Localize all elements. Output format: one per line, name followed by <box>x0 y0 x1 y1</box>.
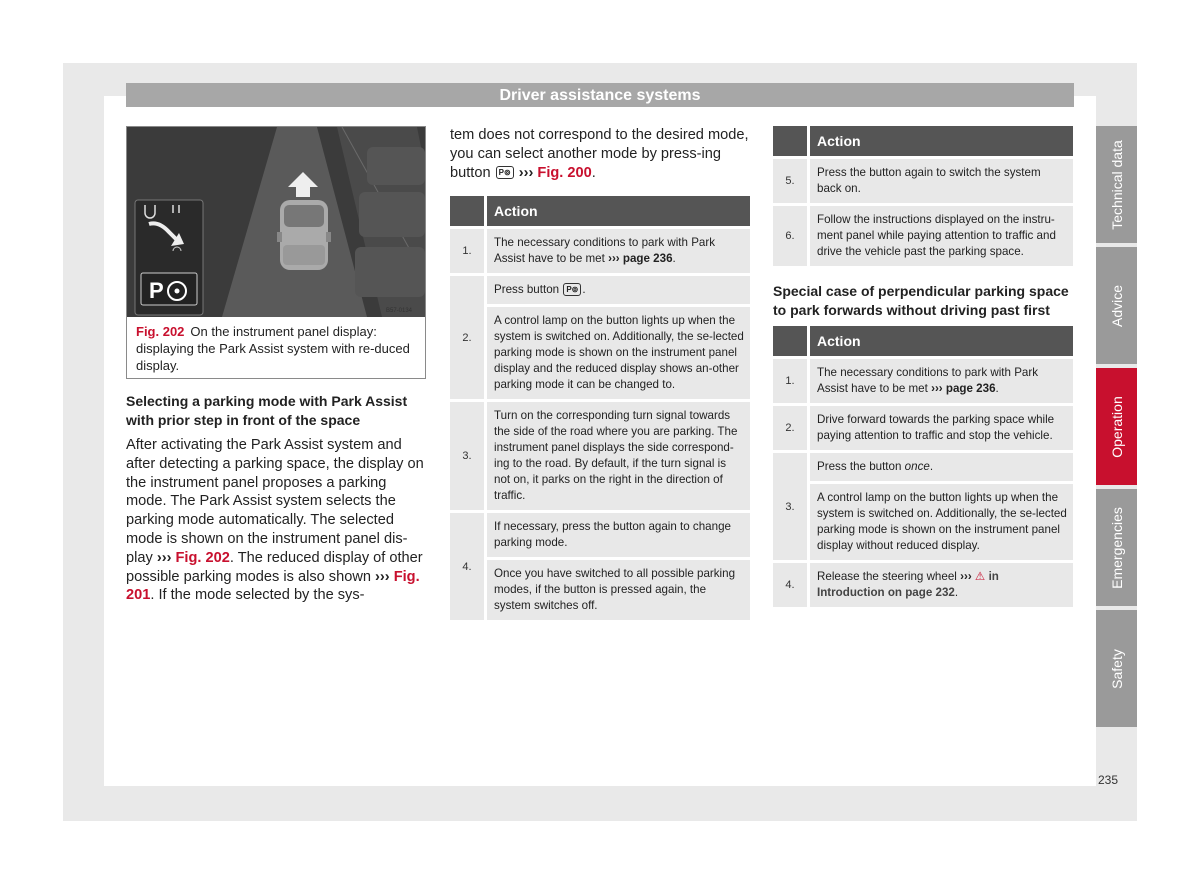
row-number: 3. <box>450 402 487 510</box>
left-body <box>126 436 426 605</box>
table-header-label: Action <box>810 126 1073 156</box>
row-text-body: Press button <box>494 283 560 296</box>
row-number: 4. <box>773 563 810 607</box>
figure-code: B57-0134 <box>386 308 413 314</box>
row-number: 2. <box>773 406 810 450</box>
tab-label: Operation <box>1108 395 1125 458</box>
left-para-2c: . If the mode selected by the sys- <box>150 587 365 604</box>
row-text-body: Release the steering wheel <box>817 570 957 583</box>
table-row <box>773 356 1073 403</box>
park-assist-illustration <box>127 127 425 317</box>
table-header <box>773 126 1073 156</box>
row-number: 1. <box>450 229 487 273</box>
row-number: 1. <box>773 359 810 403</box>
row-text: Once you have switched to all possible parking modes, if the button is pressed again, the system switches off. <box>487 557 750 620</box>
ref-arrow-icon: ››› <box>931 382 943 395</box>
tab-advice[interactable] <box>1096 247 1137 364</box>
right-subheading: Special case of perpendicular parking space to park forwards without driving past first <box>773 283 1069 318</box>
row-number: 4. <box>450 513 487 620</box>
row-text-body: The necessary conditions to park with Park Assist have to be met <box>494 236 716 265</box>
section-header: Driver assistance systems <box>126 83 1074 107</box>
link-page-236[interactable]: page 236 <box>945 382 996 395</box>
left-para-1: After activating the Park Assist system and after detecting a parking space, the display on the instrument panel proposes a parking mode. The Park Assist system selects the parking mode automatically. The selected mode is shown on the instrument panel dis- <box>126 437 424 547</box>
warning-triangle-icon: ⚠ <box>974 570 986 583</box>
svg-text:P: P <box>149 278 164 303</box>
row-number: 5. <box>773 159 810 203</box>
row-text: The necessary conditions to park with Park Assist have to be met ››› page 236. <box>487 229 750 273</box>
table-row <box>773 560 1073 607</box>
left-para-2a: play <box>126 549 153 566</box>
middle-intro: tem does not correspond to the desired mode, you can select another mode by press-ing button P⊚ ››› Fig. 200. <box>450 127 749 181</box>
row-number: 3. <box>773 453 810 560</box>
table-row <box>450 510 750 620</box>
middle-intro-text: tem does not correspond to the desired mode, you can select another mode by press-ing button <box>450 127 749 181</box>
tab-label: Advice <box>1108 284 1125 327</box>
ref-arrow-icon: ››› <box>518 164 534 181</box>
row-text: Press button P⊚ . <box>487 276 750 304</box>
table-header <box>450 196 750 226</box>
table-header-label: Action <box>810 326 1073 356</box>
row-text: Drive forward towards the parking space while paying attention to traffic and stop the vehicle. <box>810 406 1073 450</box>
tab-safety[interactable] <box>1096 610 1137 727</box>
tab-label: Technical data <box>1108 139 1125 230</box>
action-table-middle <box>450 196 750 620</box>
figure-number: Fig. 202 <box>136 324 185 339</box>
row-text-body: Press the button <box>817 460 902 473</box>
tab-label: Safety <box>1108 648 1125 689</box>
ref-arrow-icon: ››› <box>960 570 972 583</box>
row-number: 2. <box>450 276 487 399</box>
table-header <box>773 326 1073 356</box>
left-subheading: Selecting a parking mode with Park Assist with prior step in front of the space <box>126 393 408 428</box>
table-row <box>773 156 1073 203</box>
row-text: The necessary conditions to park with Park Assist have to be met ››› page 236. <box>810 359 1073 403</box>
table-header-label: Action <box>487 196 750 226</box>
table-row <box>773 450 1073 560</box>
table-row <box>450 273 750 399</box>
table-row <box>773 403 1073 450</box>
figure-202 <box>126 126 426 379</box>
figure-caption <box>136 323 418 374</box>
tab-operation[interactable] <box>1096 368 1137 485</box>
link-fig-201[interactable]: Fig. 201 <box>126 568 420 604</box>
park-assist-button-icon: P⊚ <box>563 283 581 296</box>
left-para-2b: . The reduced display of other possible parking modes is also shown <box>126 549 423 585</box>
ref-arrow-icon: ››› <box>608 252 620 265</box>
row-text: Turn on the corresponding turn signal towards the side of the road where you are parking. The instrument panel displays the side correspond-ing to the road. By default, if the turn signal is not on, it parks on the right in the direction of traffic. <box>487 402 750 510</box>
tab-label: Emergencies <box>1108 506 1125 589</box>
link-fig-200[interactable]: Fig. 200 <box>537 164 592 181</box>
page-number: 235 <box>1098 773 1119 787</box>
row-number: 6. <box>773 206 810 266</box>
row-text-body: The necessary conditions to park with Park Assist have to be met <box>817 366 1039 395</box>
table-row <box>450 226 750 273</box>
row-text: Follow the instructions displayed on the instru-ment panel while paying attention to traffic and drive the vehicle past the parking space. <box>810 206 1073 266</box>
action-table-right-1 <box>773 126 1073 266</box>
ref-arrow-icon: ››› <box>375 568 390 585</box>
tab-emergencies[interactable] <box>1096 489 1137 606</box>
row-text: A control lamp on the button lights up when the system is switched on. Additionally, the se-lected parking mode is shown on the instrument panel display and the reduced display shows an-other parking mode it can be changed to. <box>487 304 750 399</box>
row-text: Release the steering wheel ››› ⚠ in Introduction on page 232. <box>810 563 1073 607</box>
link-fig-202[interactable]: Fig. 202 <box>175 549 230 566</box>
row-text: Press the button again to switch the system back on. <box>810 159 1073 203</box>
link-introduction[interactable]: in Introduction on page 232 <box>817 570 999 599</box>
row-text: A control lamp on the button lights up when the system is switched on. Additionally, the se-lected parking mode is shown on the instrument panel display without reduced display. <box>810 481 1073 560</box>
figure-caption-text: On the instrument panel display: displaying the Park Assist system with re-duced display. <box>136 324 410 373</box>
row-text: Press the button once. <box>810 453 1073 481</box>
park-assist-button-icon: P⊚ <box>496 166 514 179</box>
tab-technical-data[interactable] <box>1096 126 1137 243</box>
link-page-236[interactable]: page 236 <box>622 252 673 265</box>
ref-arrow-icon: ››› <box>156 549 172 566</box>
row-text-emphasis: once <box>904 460 930 473</box>
action-table-right-2 <box>773 326 1073 607</box>
row-text: If necessary, press the button again to change parking mode. <box>487 513 750 557</box>
table-row <box>450 399 750 510</box>
table-row <box>773 203 1073 266</box>
